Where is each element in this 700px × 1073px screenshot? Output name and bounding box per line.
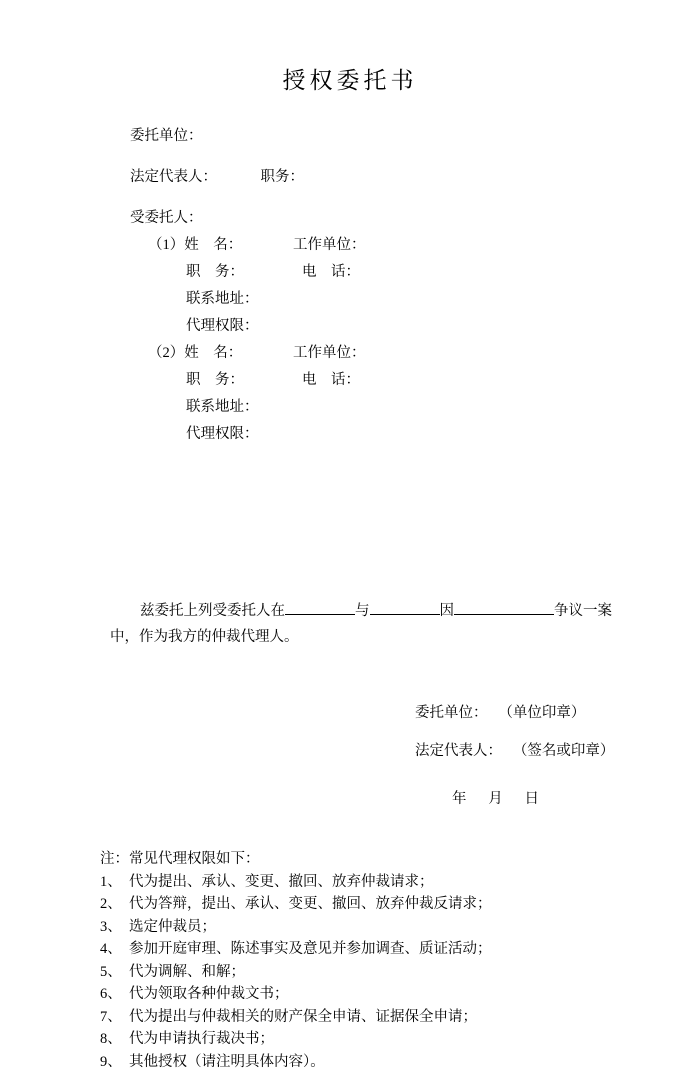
signature-representative-row <box>0 732 700 770</box>
field-entrusted-person-heading: 受委托人： <box>130 205 605 232</box>
document-page <box>0 62 700 998</box>
blank-field-party-a[interactable] <box>285 600 355 615</box>
spacer <box>130 191 605 205</box>
note-item: 6、 代为领取各种仲裁文书； <box>100 983 700 1006</box>
note-item: 9、 其他授权（请注明具体内容）。 <box>100 1051 700 1073</box>
signature-unit-value: （单位印章） <box>498 705 585 721</box>
note-item: 1、 代为提出、承认、变更、撤回、放弃仲裁请求； <box>100 871 700 894</box>
note-item: 3、 选定仲裁员； <box>100 916 700 939</box>
spacer <box>130 150 605 164</box>
notes-heading: 注：常见代理权限如下： <box>100 848 700 871</box>
entrust-text-part1: 兹委托上列受委托人在 <box>140 603 285 619</box>
note-item: 7、 代为提出与仲裁相关的财产保全申请、证据保全申请； <box>100 1006 700 1029</box>
agent1-position-line: 职 务： 电 话： <box>130 259 605 286</box>
agent2-name-line: （2）姓 名： 工作单位： <box>130 340 605 367</box>
signature-unit-label: 委托单位： <box>415 705 488 721</box>
note-item: 2、 代为答辩，提出、承认、变更、撤回、放弃仲裁反请求； <box>100 893 700 916</box>
agent1-name-line: （1）姓 名： 工作单位： <box>130 232 605 259</box>
entrust-text-part3: 因 <box>440 603 455 619</box>
field-legal-representative: 法定代表人： 职务： <box>130 164 605 191</box>
entrust-text-part4: 争议一案中，作为我方的仲裁代理人。 <box>110 603 612 645</box>
agent1-address-line: 联系地址： <box>130 286 605 313</box>
signature-unit-row <box>0 694 700 732</box>
spacer <box>130 95 605 123</box>
agent1-authority-line: 代理权限： <box>130 313 605 340</box>
blank-field-party-b[interactable] <box>370 600 440 615</box>
agent2-address-line: 联系地址： <box>130 394 605 421</box>
signature-date-row: 年 月 日 <box>0 780 700 818</box>
field-entrusting-unit: 委托单位： <box>130 123 605 150</box>
note-item: 8、 代为申请执行裁决书； <box>100 1028 700 1051</box>
note-item: 5、 代为调解、和解； <box>100 961 700 984</box>
signature-representative-value: （签名或印章） <box>513 743 615 759</box>
notes-block <box>100 848 700 1073</box>
note-item: 4、 参加开庭审理、陈述事实及意见并参加调查、质证活动； <box>100 938 700 961</box>
entrust-paragraph <box>110 598 612 650</box>
signature-representative-label: 法定代表人： <box>415 743 502 759</box>
form-fields-block <box>130 95 605 448</box>
page-title: 授权委托书 <box>0 62 700 95</box>
agent2-authority-line: 代理权限： <box>130 421 605 448</box>
signature-block <box>0 694 700 818</box>
blank-field-dispute[interactable] <box>454 600 554 615</box>
agent2-position-line: 职 务： 电 话： <box>130 367 605 394</box>
entrust-text-part2: 与 <box>355 603 370 619</box>
